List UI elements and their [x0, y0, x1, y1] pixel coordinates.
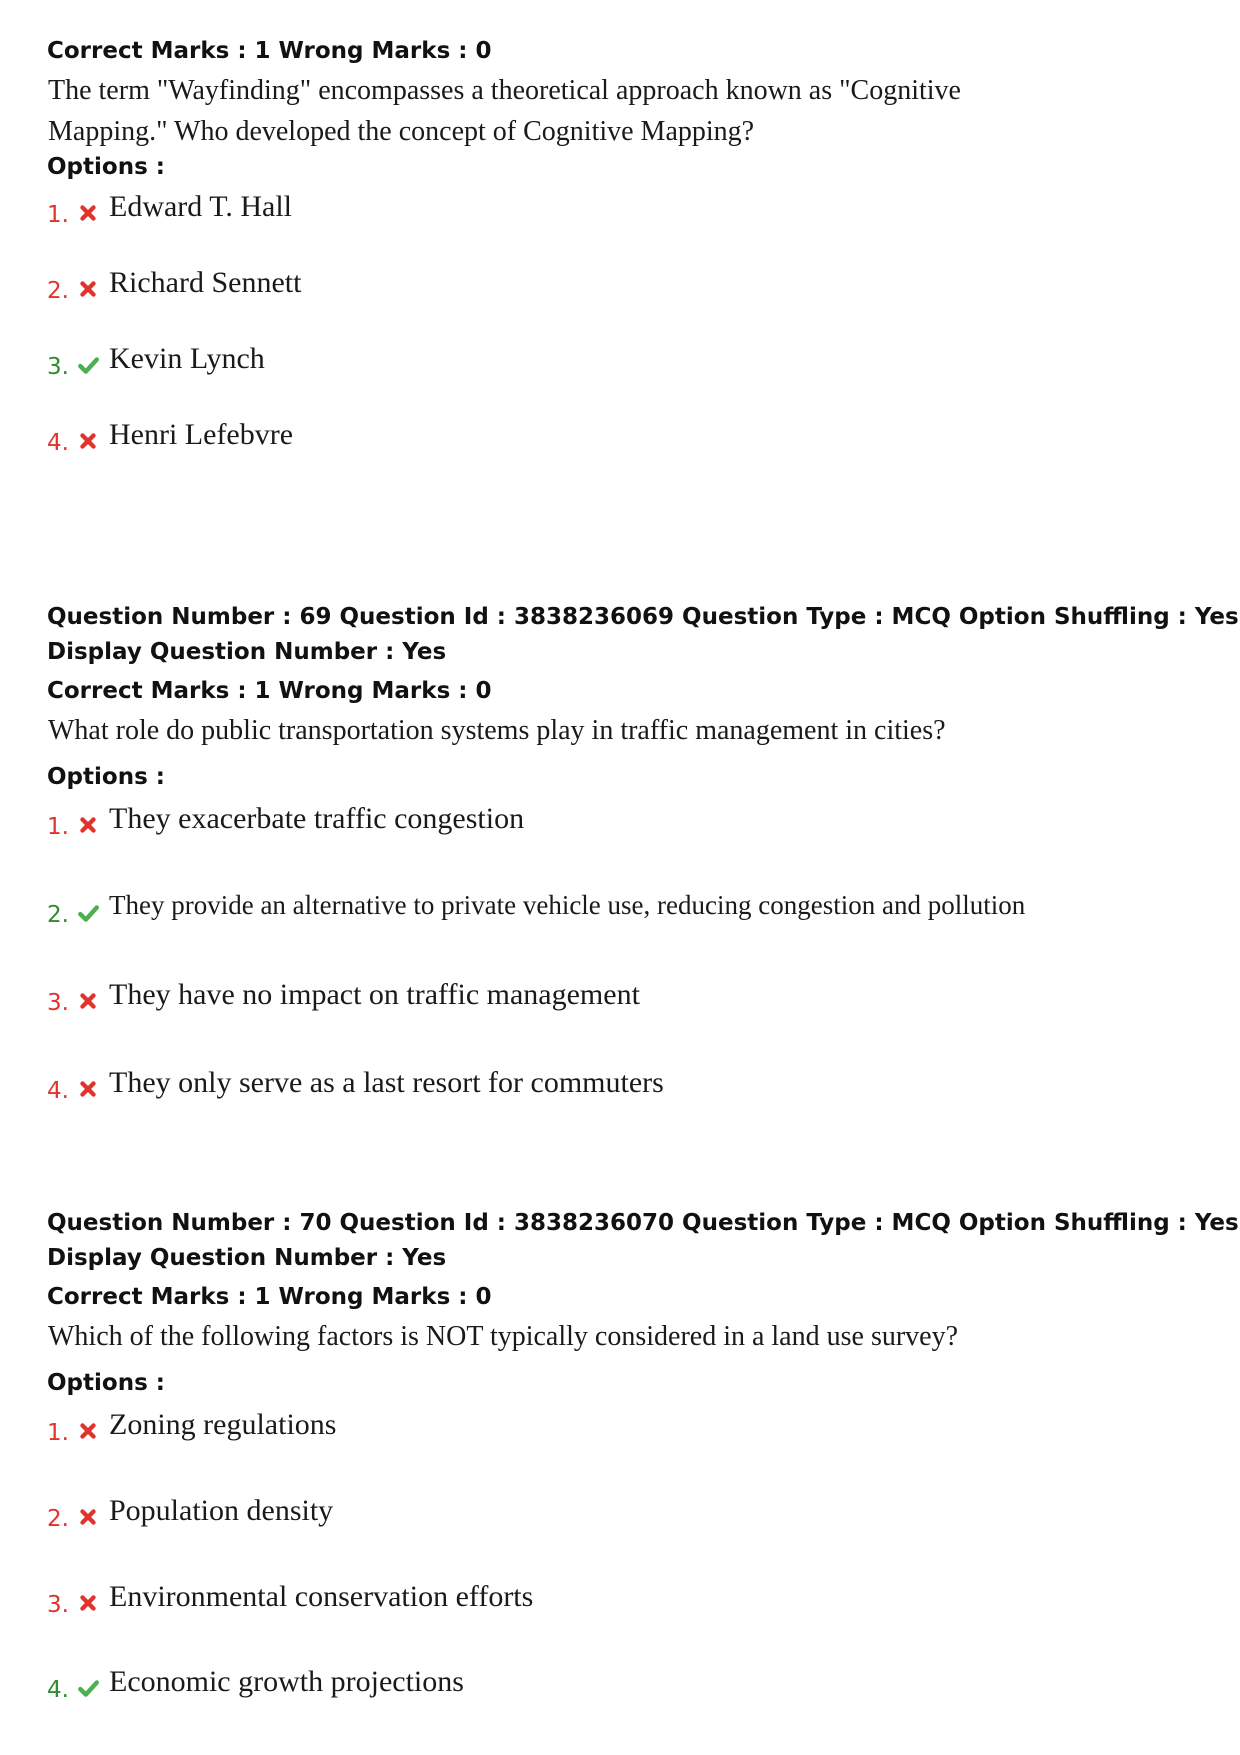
- option-number: 1.: [47, 814, 69, 840]
- question-line: Mapping." Who developed the concept of Cognitive Mapping?: [48, 116, 755, 147]
- option-text: They have no impact on traffic management: [109, 978, 640, 1011]
- marks-line: Correct Marks : 1 Wrong Marks : 0: [47, 678, 492, 704]
- question-text: [48, 710, 946, 751]
- check-icon: [77, 902, 99, 924]
- question-line: Which of the following factors is NOT typically considered in a land use survey?: [48, 1321, 959, 1352]
- option-number: 1.: [47, 1420, 69, 1446]
- question-header: Question Number : 69 Question Id : 3838236069 Question Type : MCQ Option Shuffling : Yes: [47, 604, 1239, 630]
- option-text: Richard Sennett: [109, 266, 302, 299]
- option-number: 3.: [47, 1592, 69, 1618]
- display-number: Display Question Number : Yes: [47, 639, 447, 665]
- display-number: Display Question Number : Yes: [47, 1245, 447, 1271]
- options-label: Options :: [47, 154, 165, 180]
- question-text: [48, 1316, 958, 1357]
- option-number: 2.: [47, 278, 69, 304]
- option-text: They provide an alternative to private vehicle use, reducing congestion and pollution: [109, 890, 1026, 920]
- question-header: Question Number : 70 Question Id : 3838236070 Question Type : MCQ Option Shuffling : Yes: [47, 1210, 1239, 1236]
- option-number: 3.: [47, 990, 69, 1016]
- cross-icon: [77, 202, 99, 224]
- option-text: Economic growth projections: [109, 1665, 464, 1698]
- options-label: Options :: [47, 764, 165, 790]
- option-text: They exacerbate traffic congestion: [109, 802, 525, 835]
- cross-icon: [77, 814, 99, 836]
- cross-icon: [77, 1506, 99, 1528]
- option-number: 2.: [47, 902, 69, 928]
- option-number: 4.: [47, 1677, 69, 1703]
- option-text: Henri Lefebvre: [109, 418, 294, 451]
- options-label: Options :: [47, 1370, 165, 1396]
- option-text: Environmental conservation efforts: [109, 1580, 534, 1613]
- check-icon: [77, 354, 99, 376]
- question-text: [48, 70, 961, 152]
- marks-line: Correct Marks : 1 Wrong Marks : 0: [47, 38, 492, 64]
- cross-icon: [77, 1078, 99, 1100]
- marks-line: Correct Marks : 1 Wrong Marks : 0: [47, 1284, 492, 1310]
- cross-icon: [77, 1420, 99, 1442]
- option-number: 2.: [47, 1506, 69, 1532]
- option-text: They only serve as a last resort for commuters: [109, 1066, 664, 1099]
- option-text: Kevin Lynch: [109, 342, 265, 375]
- option-number: 1.: [47, 202, 69, 228]
- question-line: What role do public transportation systems play in traffic management in cities?: [48, 715, 946, 746]
- check-icon: [77, 1677, 99, 1699]
- option-text: Population density: [109, 1494, 334, 1527]
- option-number: 4.: [47, 430, 69, 456]
- cross-icon: [77, 990, 99, 1012]
- option-number: 4.: [47, 1078, 69, 1104]
- option-text: Zoning regulations: [109, 1408, 337, 1441]
- cross-icon: [77, 430, 99, 452]
- question-line: The term "Wayfinding" encompasses a theoretical approach known as "Cognitive: [48, 75, 961, 106]
- cross-icon: [77, 278, 99, 300]
- option-number: 3.: [47, 354, 69, 380]
- cross-icon: [77, 1592, 99, 1614]
- option-text: Edward T. Hall: [109, 190, 293, 223]
